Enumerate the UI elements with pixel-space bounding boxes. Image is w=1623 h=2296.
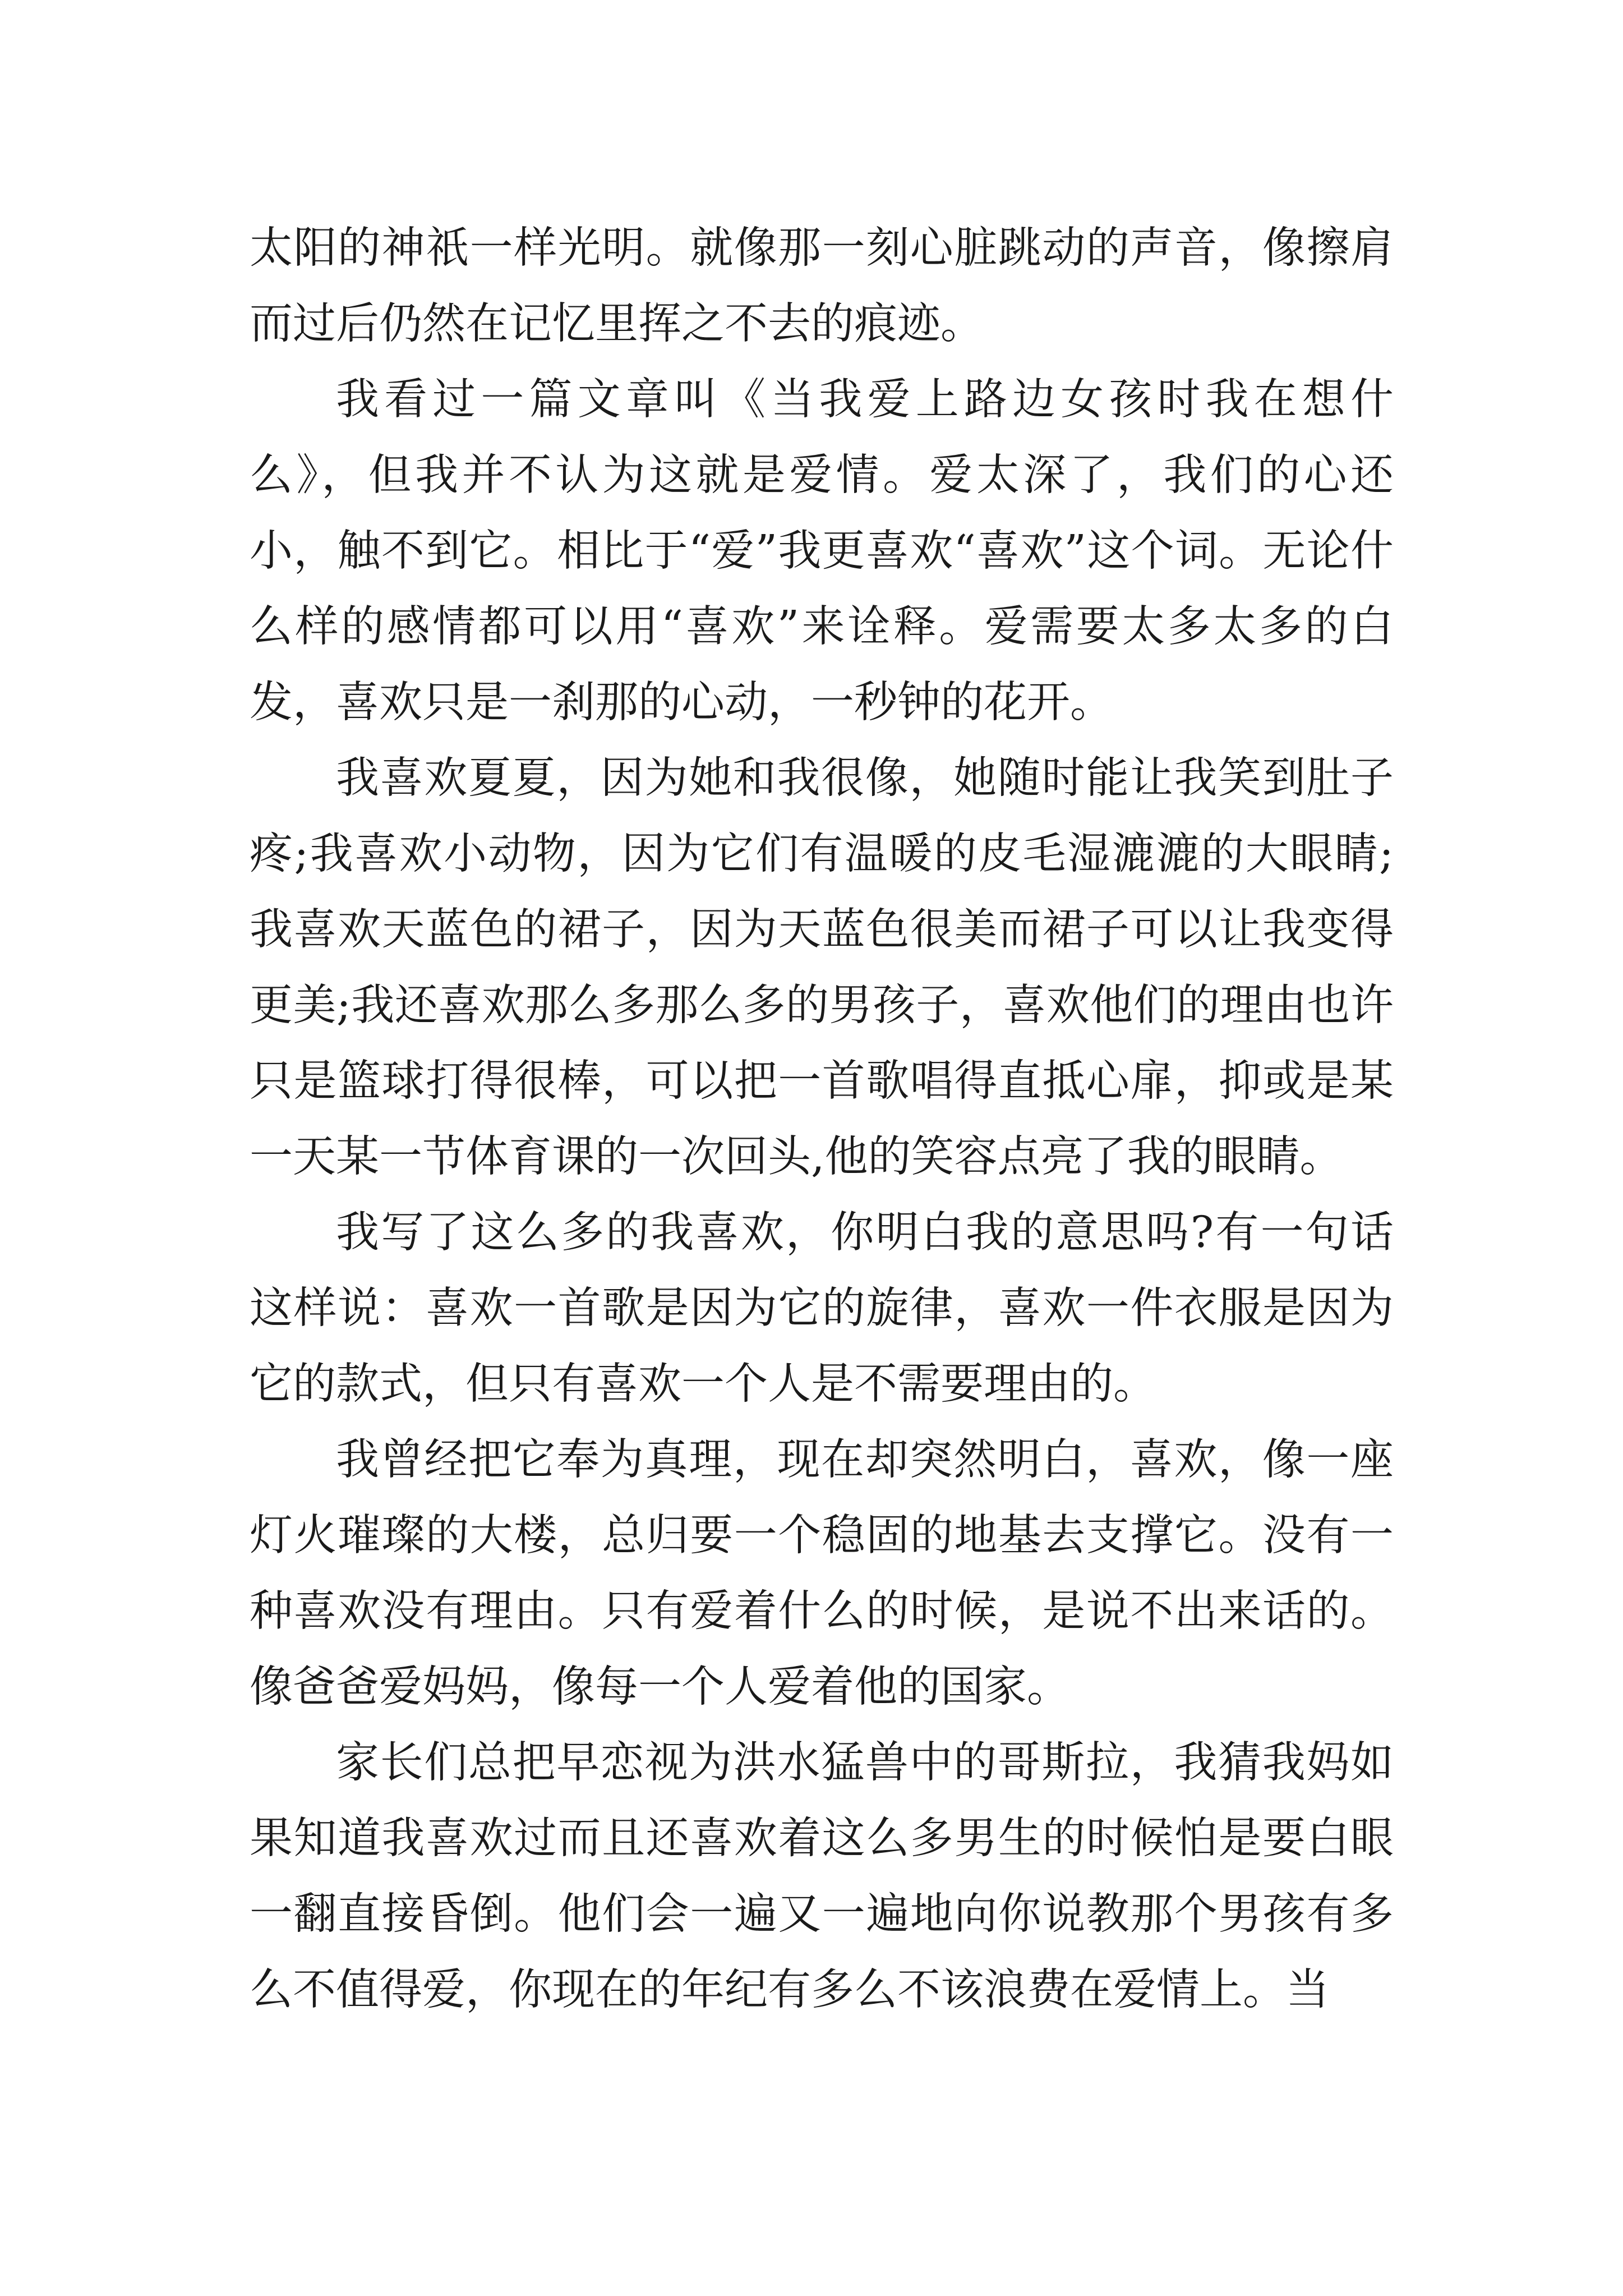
paragraph-2: 我看过一篇文章叫《当我爱上路边女孩时我在想什么》，但我并不认为这就是爱情。爱太深了，我们的心还小，触不到它。相比于“爱”我更喜欢“喜欢”这个词。无论什么样的感情都可以用“喜欢”来诠释。爱需要太多太多的白发，喜欢只是一刹那的心动，一秒钟的花开。 [250,375,1394,728]
body-text [250,210,1394,2028]
paragraph-5: 我曾经把它奉为真理，现在却突然明白，喜欢，像一座灯火璀璨的大楼，总归要一个稳固的地基去支撑它。没有一种喜欢没有理由。只有爱着什么的时候，是说不出来话的。像爸爸爱妈妈，像每一个人爱着他的国家。 [250,1435,1394,1712]
paragraph-3: 我喜欢夏夏，因为她和我很像，她随时能让我笑到肚子疼;我喜欢小动物，因为它们有温暖的皮毛湿漉漉的大眼睛;我喜欢天蓝色的裙子，因为天蓝色很美而裙子可以让我变得更美;我还喜欢那么多那么多的男孩子，喜欢他们的理由也许只是篮球打得很棒，可以把一首歌唱得直抵心扉，抑或是某一天某一节体育课的一次回头,他的笑容点亮了我的眼睛。 [250,753,1394,1182]
paragraph-4: 我写了这么多的我喜欢，你明白我的意思吗?有一句话这样说：喜欢一首歌是因为它的旋律，喜欢一件衣服是因为它的款式，但只有喜欢一个人是不需要理由的。 [250,1208,1394,1409]
paragraph-1: 太阳的神祇一样光明。就像那一刻心脏跳动的声音，像擦肩而过后仍然在记忆里挥之不去的痕迹。 [250,223,1394,349]
paragraph-6: 家长们总把早恋视为洪水猛兽中的哥斯拉，我猜我妈如果知道我喜欢过而且还喜欢着这么多男生的时候怕是要白眼一翻直接昏倒。他们会一遍又一遍地向你说教那个男孩有多么不值得爱，你现在的年纪有多么不该浪费在爱情上。当 [250,1738,1394,2015]
